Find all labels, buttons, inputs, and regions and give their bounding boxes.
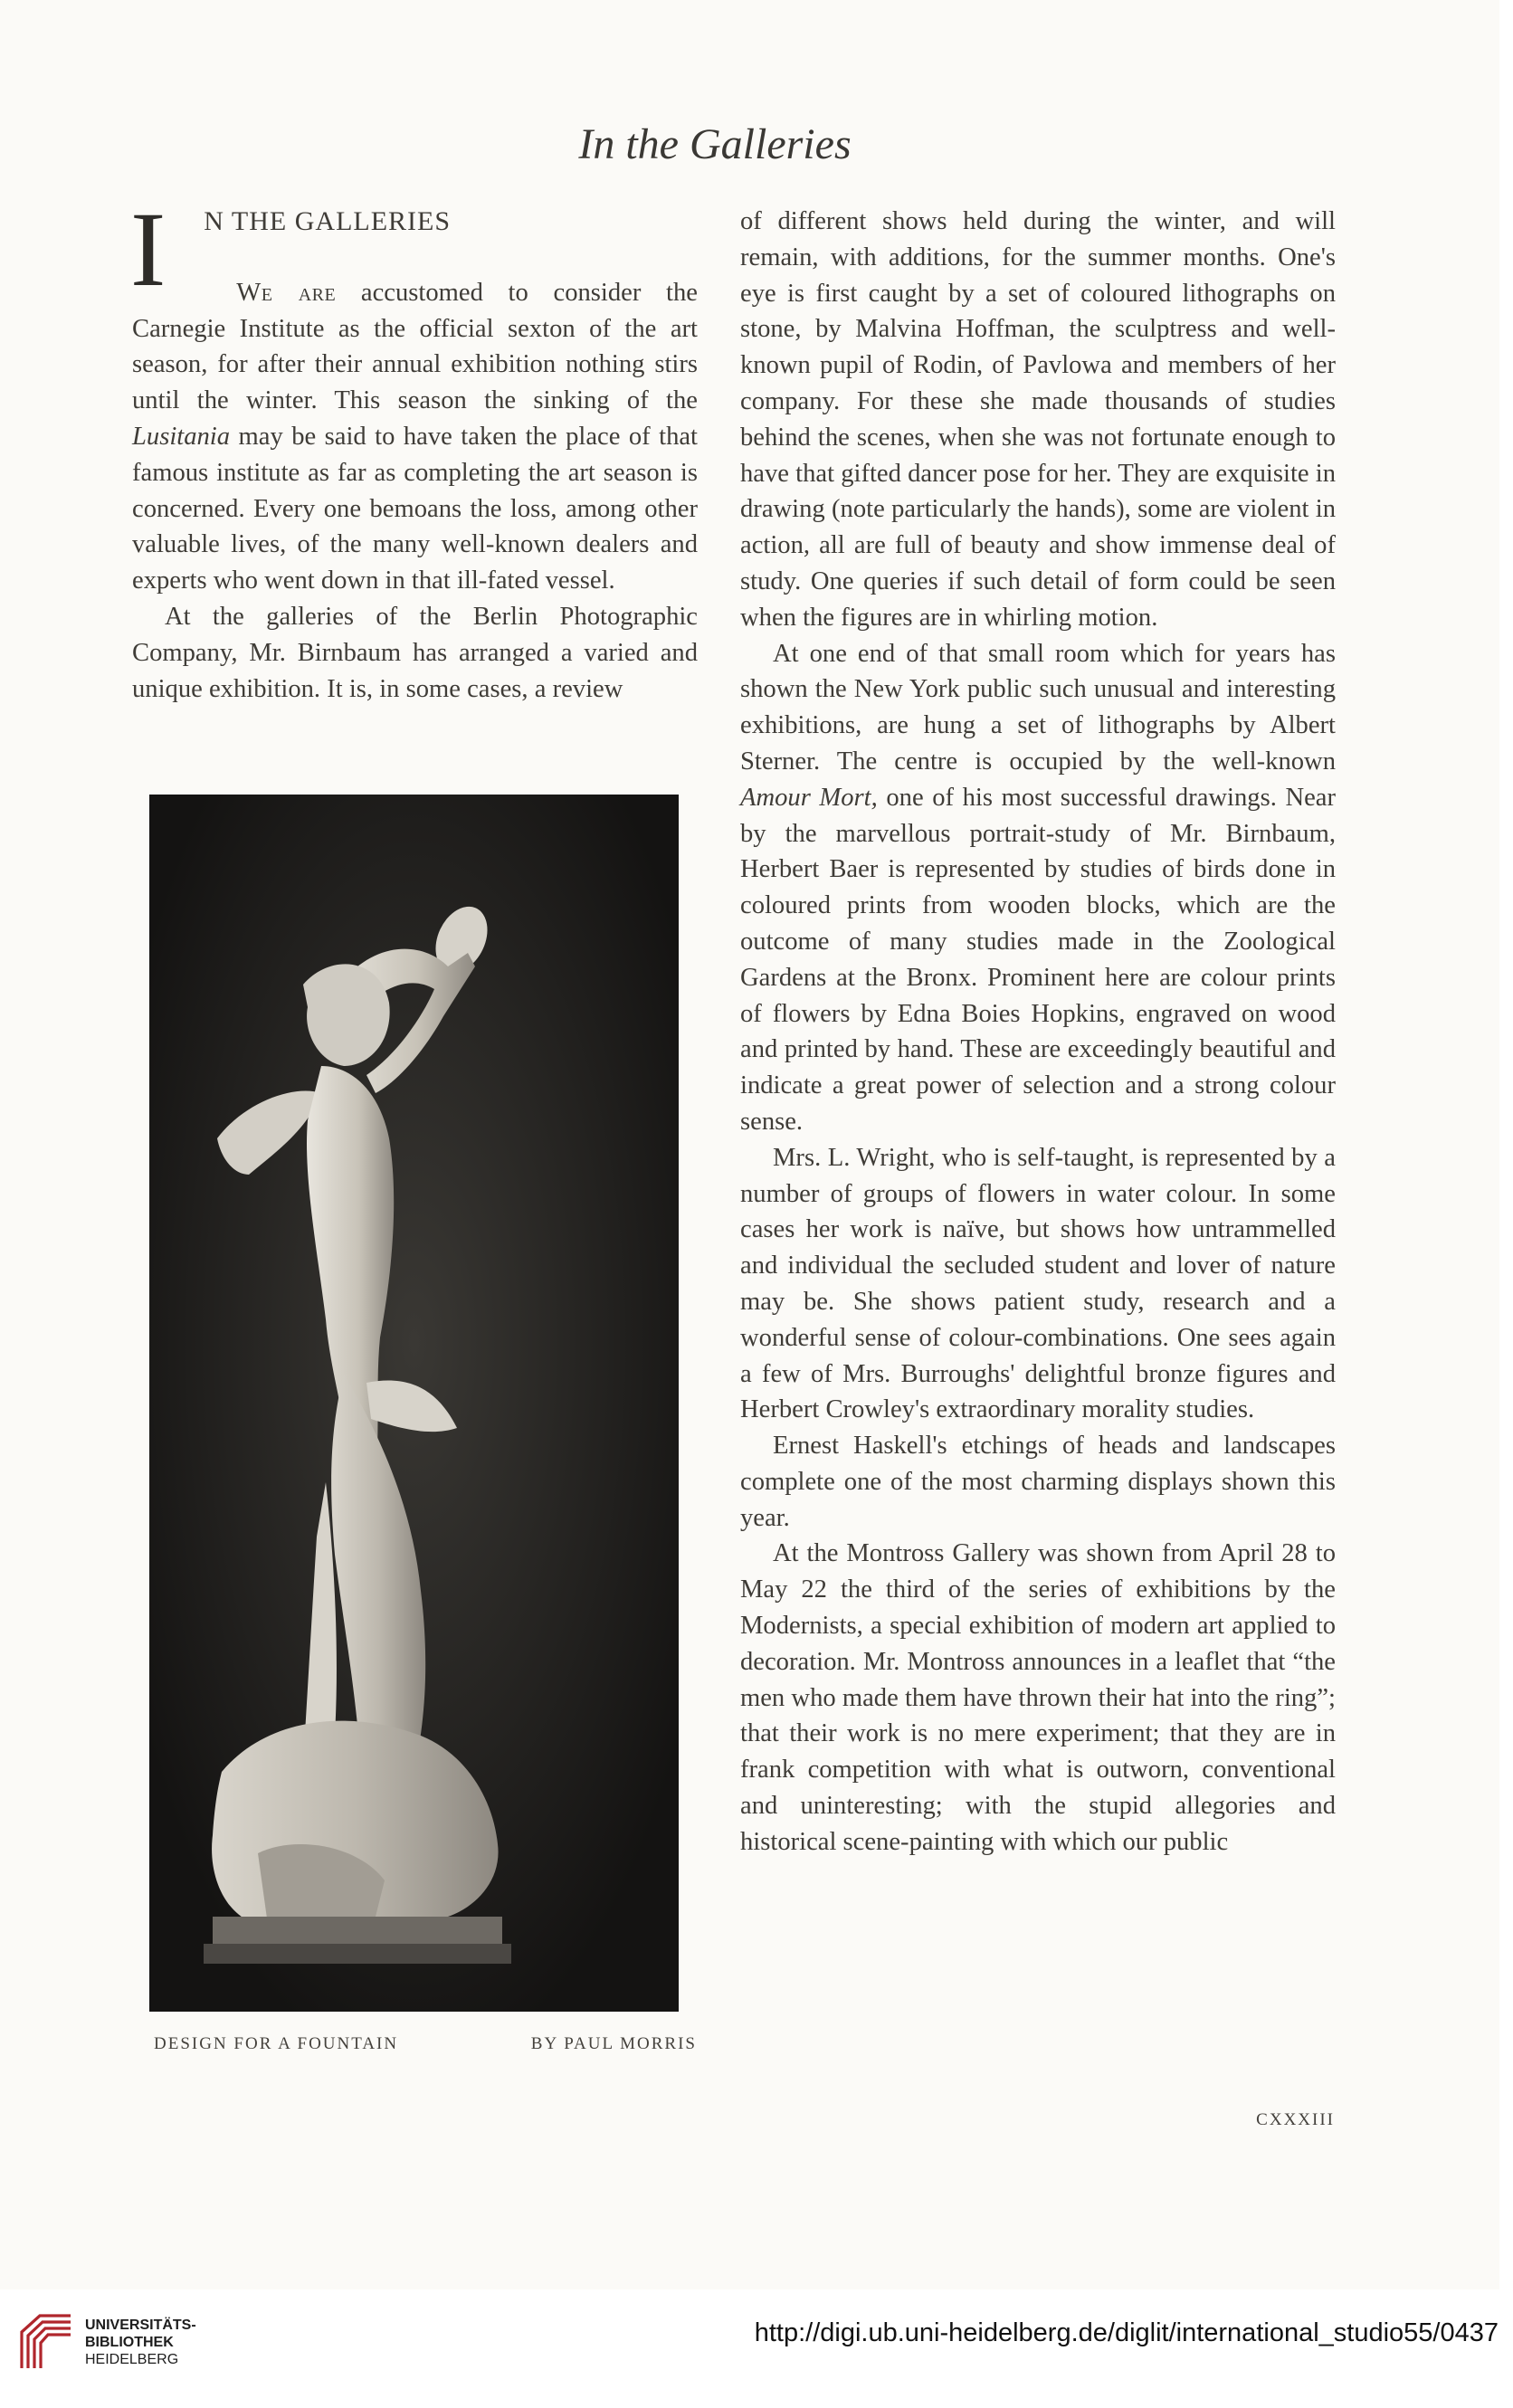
fountain-figure-image bbox=[149, 795, 679, 2012]
paragraph-haskell: Ernest Haskell's etchings of heads and landscapes complete one of the most charming displays shown this year. bbox=[740, 1432, 1336, 1532]
paragraph-text: At one end of that small room which for years has shown the New York public such unusual and interesting exhibitions, are hung a set of lithographs by Albert Sterner. The centre is occupied by the well-known bbox=[740, 639, 1336, 776]
paragraph-text: may be said to have taken the place of that famous institute as far as completing the art season is concerned. Every one bemoans the loss, among other valuable lives, of the many well-known dealers and experts who went down in that ill-fated vessel. bbox=[132, 422, 698, 595]
paragraph-text: one of his most successful drawings. Near by the marvellous portrait-study of Mr. Birnbaum, Herbert Baer is represented by studies of birds done in coloured prints from wooden blocks, which are the outcome of many studies made in the Zoological Gardens at the Bronx. Prominent here are colour prints of flowers by Edna Boies Hopkins, engraved on wood and printed by hand. These are exceedingly beautiful and indicate a great power of selection and a strong colour sense. bbox=[740, 783, 1336, 1136]
figure-caption bbox=[154, 2034, 697, 2054]
permalink-url[interactable]: http://digi.ub.uni-heidelberg.de/diglit/international_studio55/0437 bbox=[754, 2318, 1499, 2347]
lead-in-smallcaps: We are bbox=[236, 278, 337, 307]
paragraph-text: accustomed to consider the Carnegie Institute as the official sexton of the art season, for after their annual exhibition nothing stirs until the winter. This season the sinking of the bbox=[132, 278, 698, 415]
caption-title: DESIGN FOR A FOUNTAIN bbox=[154, 2034, 399, 2053]
library-name bbox=[85, 2317, 196, 2368]
paragraph-sterner bbox=[740, 636, 1336, 1140]
paragraph-berlin: At the galleries of the Berlin Photographic Company, Mr. Birnbaum has arranged a varied and unique exhibition. It is, in some cases, a review bbox=[132, 602, 698, 703]
paragraph-montross: At the Montross Gallery was shown from April 28 to May 22 the third of the series of exhibitions by the Modernists, a special exhibition of modern art applied to decoration. Mr. Montross announces in a leaflet that “the men who made them have thrown their hat into the ring”; that their work is no mere experiment; that they are in frank competition with what is outworn, conventional and uninteresting; with the stupid allegories and historical scene-painting with which our public bbox=[740, 1539, 1336, 1856]
headline-text: N THE GALLERIES bbox=[204, 206, 452, 236]
page-number: CXXXIII bbox=[1256, 2110, 1335, 2129]
left-column bbox=[130, 190, 698, 707]
library-name-line: BIBLIOTHEK bbox=[85, 2335, 174, 2350]
running-head: In the Galleries bbox=[578, 120, 852, 168]
drop-cap: I bbox=[130, 190, 167, 309]
caption-artist: BY PAUL MORRIS bbox=[530, 2034, 697, 2053]
paragraph-hoffman: of different shows held during the winter, and will remain, with additions, for the summer months. One's eye is first caught by a set of coloured lithographs on stone, by Malvina Hoffman, the sculptress and well-known pupil of Rodin, of Pavlowa and members of her company. For these she made thousands of studies behind the scenes, when she was not fortunate enough to have that gifted dancer pose for her. They are exquisite in drawing (note particularly the hands), some are violent in action, all are full of beauty and show immense deal of study. One queries if such detail of form could be seen when the figures are in whirling motion. bbox=[740, 207, 1336, 632]
sculpture-photograph bbox=[149, 795, 679, 2012]
digitization-footer bbox=[0, 2299, 1513, 2408]
paragraph-wright: Mrs. L. Wright, who is self-taught, is represented by a number of groups of flowers in water colour. In some cases her work is naïve, but shows how untrammelled and individual the secluded student and lover of nature may be. She shows patient study, research and a wonderful sense of colour-combinations. One sees again a few of Mrs. Burroughs' delightful bronze figures and Herbert Crowley's extraordinary morality studies. bbox=[740, 1143, 1336, 1424]
library-logo-icon bbox=[16, 2312, 76, 2372]
library-name-line: UNIVERSITÄTS- bbox=[85, 2318, 196, 2333]
right-column bbox=[740, 204, 1336, 1861]
paragraph-carnegie bbox=[132, 275, 698, 599]
italic-title-lusitania: Lusitania bbox=[132, 422, 231, 451]
library-name-line: HEIDELBERG bbox=[85, 2352, 179, 2367]
italic-title-amour-mort: Amour Mort, bbox=[740, 783, 878, 812]
